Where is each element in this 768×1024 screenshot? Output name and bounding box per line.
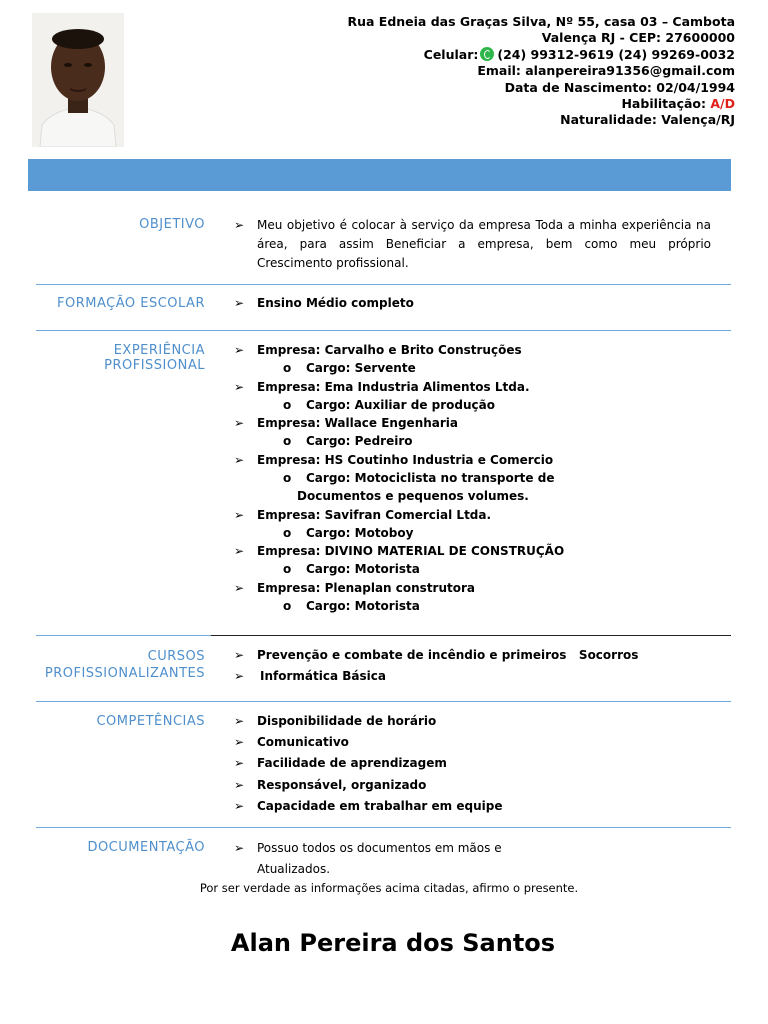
bullet-arrow-icon: ➢ bbox=[234, 648, 245, 662]
sub-bullet-icon: o bbox=[283, 434, 292, 448]
experience-role bbox=[283, 597, 420, 615]
company-text: Empresa: HS Coutinho Industria e Comercio bbox=[257, 453, 554, 467]
experience-company bbox=[234, 579, 475, 597]
divider bbox=[36, 284, 731, 285]
company-text: Empresa: Ema Industria Alimentos Ltda. bbox=[257, 380, 530, 394]
bullet-arrow-icon: ➢ bbox=[234, 581, 245, 595]
section-label-line: EXPERIÊNCIA bbox=[113, 343, 205, 358]
sub-bullet-icon: o bbox=[283, 562, 292, 576]
skill-text: Facilidade de aprendizagem bbox=[257, 756, 447, 770]
address-line-1: Rua Edneia das Graças Silva, Nº 55, casa 03 – Cambota bbox=[347, 14, 735, 29]
experience-role bbox=[283, 396, 495, 414]
divider bbox=[211, 635, 731, 636]
bullet-arrow-icon: ➢ bbox=[234, 778, 245, 792]
bullet-arrow-icon: ➢ bbox=[234, 714, 245, 728]
experience-company bbox=[234, 451, 553, 469]
course-text: Prevenção e combate de incêndio e primeiros Socorros bbox=[257, 648, 639, 662]
section-label-formacao: FORMAÇÃO ESCOLAR bbox=[57, 296, 205, 311]
divider bbox=[36, 701, 731, 702]
section-label-cursos bbox=[45, 648, 205, 682]
bullet-arrow-icon: ➢ bbox=[234, 343, 245, 357]
bullet-arrow-icon: ➢ bbox=[234, 756, 245, 770]
role-text: Cargo: Motorista bbox=[306, 599, 420, 613]
bullet-arrow-icon: ➢ bbox=[234, 296, 245, 310]
header-banner bbox=[28, 159, 731, 191]
phone-numbers: (24) 99312-9619 (24) 99269-0032 bbox=[497, 46, 735, 62]
experience-company bbox=[234, 506, 491, 524]
experience-company bbox=[234, 414, 458, 432]
skill-item bbox=[234, 797, 502, 815]
course-item bbox=[234, 646, 638, 664]
phone-line bbox=[347, 47, 735, 63]
section-label-documentacao: DOCUMENTAÇÃO bbox=[87, 840, 205, 855]
closing-statement: Por ser verdade as informações acima citadas, afirmo o presente. bbox=[199, 881, 579, 895]
experience-company bbox=[234, 341, 522, 359]
role-text: Cargo: Auxiliar de produção bbox=[306, 398, 495, 412]
license-value: A/D bbox=[710, 96, 735, 112]
bullet-arrow-icon: ➢ bbox=[234, 799, 245, 813]
bullet-arrow-icon: ➢ bbox=[234, 841, 245, 855]
company-text: Empresa: Carvalho e Brito Construções bbox=[257, 343, 522, 357]
divider bbox=[36, 635, 211, 636]
sub-bullet-icon: o bbox=[283, 361, 292, 375]
documentation-text: Atualizados. bbox=[257, 862, 331, 876]
documentation-item bbox=[234, 838, 502, 880]
experience-company bbox=[234, 542, 564, 560]
experience-role-continuation: Documentos e pequenos volumes. bbox=[297, 489, 529, 503]
license-line bbox=[347, 96, 735, 112]
experience-role bbox=[283, 560, 420, 578]
divider bbox=[36, 827, 731, 828]
bullet-arrow-icon: ➢ bbox=[234, 544, 245, 558]
skill-text: Disponibilidade de horário bbox=[257, 714, 437, 728]
experience-role bbox=[283, 432, 413, 450]
experience-role bbox=[283, 524, 413, 542]
documentation-text: Possuo todos os documentos em mãos e bbox=[257, 841, 502, 855]
company-text: Empresa: Plenaplan construtora bbox=[257, 581, 476, 595]
experience-role bbox=[283, 359, 416, 377]
role-text: Cargo: Pedreiro bbox=[306, 434, 413, 448]
skill-item bbox=[234, 754, 447, 772]
profile-photo bbox=[32, 13, 124, 147]
license-label: Habilitação: bbox=[621, 96, 707, 112]
skill-text: Comunicativo bbox=[257, 735, 349, 749]
bullet-arrow-icon: ➢ bbox=[234, 508, 245, 522]
bullet-arrow-icon: ➢ bbox=[234, 453, 245, 467]
bullet-arrow-icon: ➢ bbox=[234, 735, 245, 749]
phone-label: Celular: bbox=[423, 46, 479, 62]
section-label-line: PROFISSIONALIZANTES bbox=[44, 666, 205, 681]
sub-bullet-icon: o bbox=[283, 526, 292, 540]
whatsapp-icon bbox=[480, 47, 494, 61]
address-line-2: Valença RJ - CEP: 27600000 bbox=[541, 30, 735, 46]
section-label-objetivo: OBJETIVO bbox=[139, 217, 205, 232]
section-label-line: PROFISSIONAL bbox=[104, 358, 205, 373]
sub-bullet-icon: o bbox=[283, 471, 292, 485]
section-label-experiencia bbox=[104, 343, 205, 373]
role-text: Cargo: Motorista bbox=[306, 562, 420, 576]
skill-item bbox=[234, 712, 436, 730]
objective-text: Meu objetivo é colocar à serviço da empresa Toda a minha experiência na área, para assim Beneficiar a empresa, bem como meu próprio Crescimento profissional. bbox=[257, 218, 711, 270]
role-text: Cargo: Servente bbox=[306, 361, 416, 375]
origin-line: Naturalidade: Valença/RJ bbox=[560, 112, 735, 128]
education-text: Ensino Médio completo bbox=[257, 296, 414, 310]
bullet-arrow-icon: ➢ bbox=[234, 416, 245, 430]
role-text: Cargo: Motociclista no transporte de bbox=[306, 471, 555, 485]
company-text: Empresa: DIVINO MATERIAL DE CONSTRUÇÃO bbox=[257, 544, 565, 558]
section-label-line: CURSOS bbox=[147, 649, 205, 664]
course-item bbox=[234, 667, 386, 685]
email-line: Email: alanpereira91356@gmail.com bbox=[477, 63, 735, 79]
skill-item bbox=[234, 776, 426, 794]
education-item bbox=[234, 294, 414, 312]
contact-info bbox=[347, 14, 735, 129]
birth-date: Data de Nascimento: 02/04/1994 bbox=[504, 79, 735, 95]
skill-text: Capacidade em trabalhar em equipe bbox=[257, 799, 503, 813]
experience-company bbox=[234, 378, 530, 396]
signature-name: Alan Pereira dos Santos bbox=[230, 929, 556, 957]
company-text: Empresa: Wallace Engenharia bbox=[257, 416, 459, 430]
bullet-arrow-icon: ➢ bbox=[234, 218, 245, 232]
role-text: Cargo: Motoboy bbox=[306, 526, 414, 540]
divider bbox=[36, 330, 731, 331]
skill-text: Responsável, organizado bbox=[257, 778, 427, 792]
sub-bullet-icon: o bbox=[283, 599, 292, 613]
bullet-arrow-icon: ➢ bbox=[234, 669, 245, 683]
company-text: Empresa: Savifran Comercial Ltda. bbox=[257, 508, 492, 522]
course-text: Informática Básica bbox=[260, 669, 386, 683]
sub-bullet-icon: o bbox=[283, 398, 292, 412]
experience-role bbox=[283, 469, 554, 487]
objective-item bbox=[234, 216, 711, 273]
section-label-competencias: COMPETÊNCIAS bbox=[96, 714, 205, 729]
bullet-arrow-icon: ➢ bbox=[234, 380, 245, 394]
skill-item bbox=[234, 733, 349, 751]
